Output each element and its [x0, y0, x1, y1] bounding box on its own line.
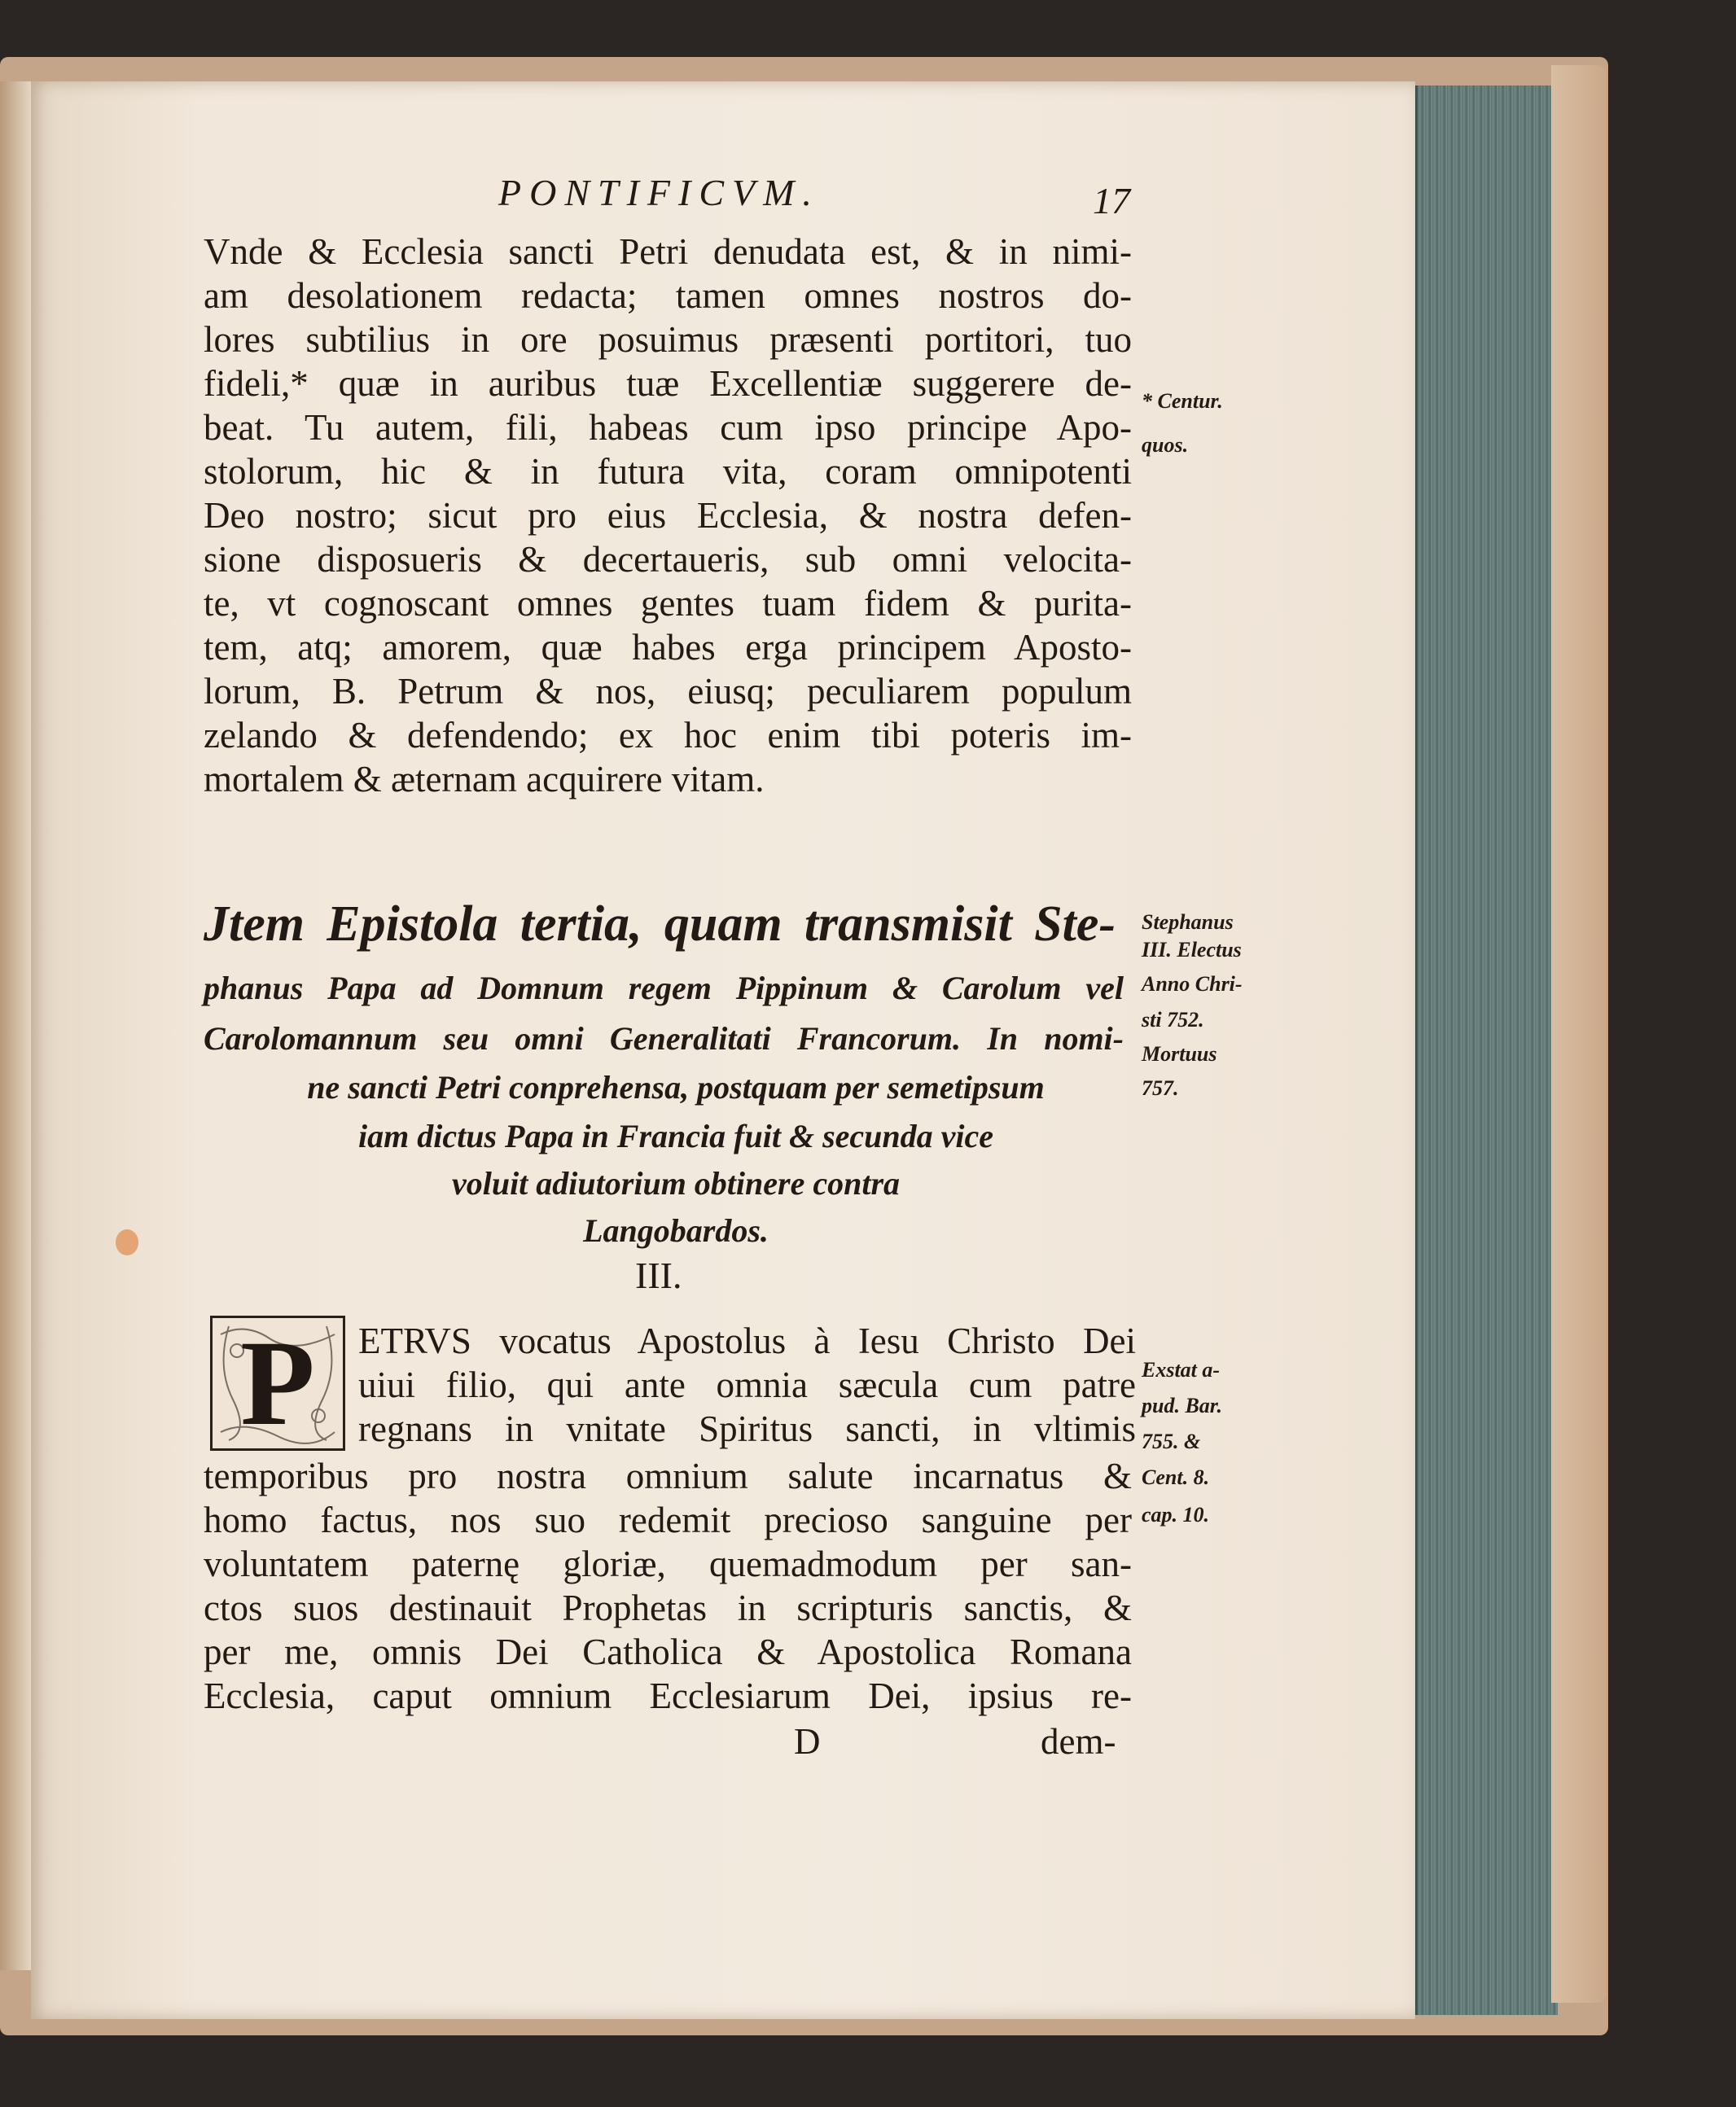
body-line: lorum, B. Petrum & nos, eiusq; peculiarem populum [204, 671, 1132, 712]
signature-mark: D [794, 1721, 821, 1762]
body-line: beat. Tu autem, fili, habeas cum ipso principe Apo- [204, 407, 1132, 448]
margin-note: Cent. 8. [1142, 1465, 1210, 1489]
epistle-heading-line: Carolomannum seu omni Generalitati Francorum. In nomi- [204, 1020, 1124, 1057]
initial-letter: P [240, 1316, 315, 1451]
running-head: PONTIFICVM. [498, 172, 820, 213]
body-line: voluntatem paternę gloriæ, quemadmodum per san- [204, 1544, 1132, 1584]
margin-note: Exstat a- [1142, 1358, 1221, 1382]
body-line: regnans in vnitate Spiritus sancti, in vltimis [358, 1408, 1136, 1449]
margin-note: cap. 10. [1142, 1503, 1210, 1527]
cover-board [1551, 65, 1607, 2003]
body-line: zelando & defendendo; ex hoc enim tibi poteris im- [204, 715, 1132, 756]
body-line: uiui filio, qui ante omnia sæcula cum patre [358, 1365, 1136, 1405]
body-line: lores subtilius in ore posuimus præsenti portitori, tuo [204, 319, 1132, 360]
margin-note: Stephanus [1142, 910, 1234, 934]
body-line: ETRVS vocatus Apostolus à Iesu Christo Dei [358, 1321, 1136, 1361]
epistle-heading-line: iam dictus Papa in Francia fuit & secunda vice [357, 1118, 994, 1154]
body-line: tem, atq; amorem, quæ habes erga principem Aposto- [204, 627, 1132, 668]
body-line: mortalem & æternam acquirere vitam. [204, 759, 765, 799]
epistle-heading-line: ne sancti Petri conprehensa, postquam per semetipsum [307, 1069, 1045, 1106]
body-line: Vnde & Ecclesia sancti Petri denudata est, & in nimi- [204, 231, 1132, 272]
margin-note: 755. & [1142, 1430, 1201, 1453]
body-line: Deo nostro; sicut pro eius Ecclesia, & nostra defen- [204, 495, 1132, 536]
margin-note: III. Electus [1142, 938, 1242, 962]
body-line: homo factus, nos suo redemit precioso sanguine per [204, 1500, 1132, 1540]
margin-note: 757. [1142, 1076, 1179, 1100]
body-line: stolorum, hic & in futura vita, coram omnipotenti [204, 451, 1132, 492]
margin-note: quos. [1142, 433, 1189, 457]
paper-stain [116, 1229, 138, 1255]
page-number: 17 [1093, 180, 1130, 221]
body-line: per me, omnis Dei Catholica & Apostolica Romana [204, 1632, 1132, 1672]
decorated-initial [210, 1316, 345, 1451]
facing-page-edge [0, 81, 33, 1970]
body-line: am desolationem redacta; tamen omnes nostros do- [204, 275, 1132, 316]
epistle-heading-line: phanus Papa ad Domnum regem Pippinum & Carolum vel [204, 970, 1124, 1006]
margin-note: * Centur. [1142, 389, 1223, 413]
section-number: III. [635, 1255, 682, 1296]
body-line: sione disposueris & decertaueris, sub omni velocita- [204, 539, 1132, 580]
body-line: te, vt cognoscant omnes gentes tuam fidem & purita- [204, 583, 1132, 624]
epistle-heading: Jtem Epistola tertia, quam transmisit Ste- [204, 896, 1116, 952]
page-fore-edge [1415, 85, 1558, 2015]
margin-note: Anno Chri- [1142, 972, 1243, 996]
catchword: dem- [1041, 1721, 1116, 1762]
margin-note: pud. Bar. [1142, 1394, 1222, 1417]
epistle-heading-line: Langobardos. [583, 1212, 769, 1249]
body-line: temporibus pro nostra omnium salute incarnatus & [204, 1456, 1132, 1496]
epistle-heading-line: voluit adiutorium obtinere contra [451, 1165, 901, 1202]
body-line: ctos suos destinauit Prophetas in scripturis sanctis, & [204, 1588, 1132, 1628]
margin-note: sti 752. [1142, 1008, 1204, 1032]
margin-note: Mortuus [1142, 1042, 1217, 1066]
body-line: fideli,* quæ in auribus tuæ Excellentiæ suggerere de- [204, 363, 1132, 404]
body-line: Ecclesia, caput omnium Ecclesiarum Dei, ipsius re- [204, 1676, 1132, 1716]
